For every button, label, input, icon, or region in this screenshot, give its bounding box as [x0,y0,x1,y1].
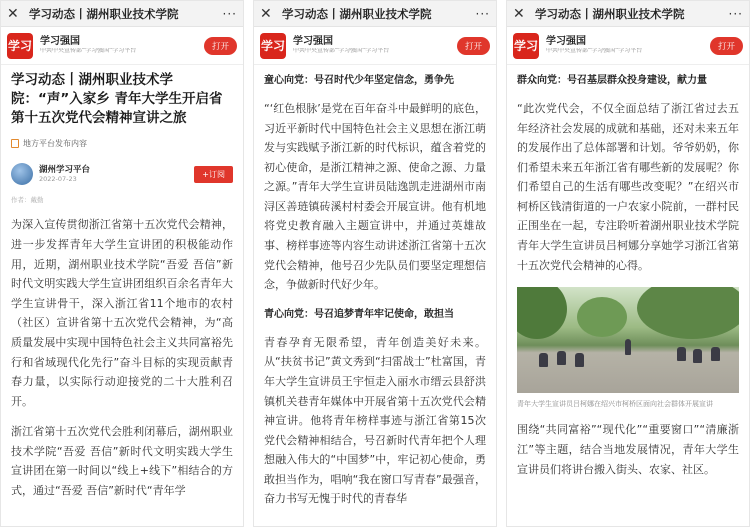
open-app-button[interactable]: 打开 [710,37,743,55]
photo-villager [677,347,686,361]
article-paragraph: 青春孕育无限希望，青年创造美好未来。从“扶贫书记”黄文秀到“扫雷战士”杜富国，青年大学生宣讲员王宇恒走入丽水市缙云县舒洪镇机关巷青年媒体中开展省第十五次党代会精神宣讲。他将青年榜样事迹与浙江省第15次党代会精神相结合，号召新时代青年把个人理想融入伟大的“中国梦”中，牢记初心使命，勇敢担当作为，唱响“我在窗口写青春”最强音，奋力书写无愧于时代的青春华 [264,335,486,506]
app-banner [507,27,749,65]
section-heading: 群众向党：号召基层群众投身建设，献力量 [517,75,707,86]
photo-villager [575,353,584,367]
article-paragraph: 为深入宣传贯彻浙江省第十五次党代会精神，进一步发挥青年大学生宣讲团的积极能动作用，近期，湖州职业技术学院“吾爱 吾信”新时代文明实践大学生宣讲团组织百余名青年大学生宣讲骨干，深入浙江省11个地市的农村（社区）宣讲省第十五次党代会精神，为“高质量发展中实现中国特色社会主义共同富裕先行和省域现代化先行”奋斗目标的实现贡献青春力量，以实际行动迎接党的二十大胜利召开。 [11,218,233,408]
close-icon[interactable]: ✕ [513,5,525,22]
avatar[interactable] [11,163,33,185]
app-banner [254,27,496,65]
more-icon[interactable]: ··· [728,6,743,21]
publish-date: 2022-07-23 [39,174,77,183]
screen-panel-3 [506,0,750,527]
article-title: 学习动态丨湖州职业技术学院：“声”入家乡 青年大学生开启省第十五次党代会精神宣讲之旅 [11,72,223,127]
section-heading: 童心向党：号召时代少年坚定信念，勇争先 [264,75,454,86]
window-titlebar [254,1,496,27]
source-doc-icon [11,139,19,148]
app-name: 学习强国 [546,36,586,48]
subscribe-button[interactable]: +订阅 [194,166,233,183]
app-subtitle: 中共中央宣传部“学习强国”学习平台 [40,47,137,54]
more-icon[interactable]: ··· [222,6,237,21]
article-photo[interactable] [517,287,739,393]
photo-tree [577,297,627,337]
window-titlebar [1,1,243,27]
article-paragraph: “‘红色根脉’是党在百年奋斗中最鲜明的底色，习近平新时代中国特色社会主义思想在浙江萌发与实践赋予浙江新的时代标识，蕴含着党的初心使命，是浙江精神之源、使命之源、力量之源。”青年大学生宣讲员陆逸凯走进湖州市南浔区善琏镇砖溪村村委会开展宣讲。他有机地将党史教育融入主题宣讲中，并通过英雄故事、榜样事迹等内容生动讲述浙江省第十五次党代会精神，他号召少先队员们要坚定理想信念，争做新时代好少年。 [264,102,486,292]
source-label[interactable]: 地方平台发布内容 [23,139,87,149]
window-title: 学习动态丨湖州职业技术学院 [29,6,179,21]
article-paragraph: 浙江省第十五次党代会胜利闭幕后，湖州职业技术学院“吾爱 吾信”新时代文明实践大学生宣讲团在第一时间以“线上+线下”相结合的方式，通过“吾爱 吾信”新时代“青年学 [11,425,233,497]
open-app-button[interactable]: 打开 [204,37,237,55]
app-name: 学习强国 [40,36,80,48]
app-banner [1,27,243,65]
author-row [11,149,233,185]
close-icon[interactable]: ✕ [260,5,272,22]
window-title: 学习动态丨湖州职业技术学院 [535,6,685,21]
article-paragraph: “此次党代会，不仅全面总结了浙江省过去五年经济社会发展的成就和基础，还对未来五年的发展作出了总体部署和计划。爷爷奶奶，你们希望未来五年浙江省有哪些新的发展呢？你们希望自己的生活有哪些改变呢？”在绍兴市柯桥区钱清街道的一户农家小院前，一群村民正围坐在一起，专注聆听着湖州职业技术学院青年大学生宣讲员吕柯娜分享她学习浙江省第十五次党代会精神的心得。 [517,102,739,272]
xuexi-logo-icon: 学习 [7,33,33,59]
window-title: 学习动态丨湖州职业技术学院 [282,6,432,21]
screen-panel-2 [253,0,497,527]
photo-caption: 青年大学生宣讲员吕柯娜在绍兴市柯桥区面向社会群体开展宣讲 [517,400,713,409]
photo-villager [539,353,548,367]
photo-villager [711,347,720,361]
app-subtitle: 中共中央宣传部“学习强国”学习平台 [546,47,643,54]
xuexi-logo-icon: 学习 [260,33,286,59]
open-app-button[interactable]: 打开 [457,37,490,55]
screen-panel-1 [0,0,244,527]
app-subtitle: 中共中央宣传部“学习强国”学习平台 [293,47,390,54]
app-name: 学习强国 [293,36,333,48]
photo-tree [637,287,739,339]
article-paragraph: 围绕“共同富裕”“现代化”“重要窗口”“清廉浙江”等主题，结合当地发展情况，青年大学生宣讲员们将讲台搬入街头、农家、社区。 [517,423,739,476]
photo-villager [693,349,702,363]
section-heading: 青心向党：号召追梦青年牢记使命，敢担当 [264,308,454,320]
author-credit: 作者：戴勤 [11,196,44,205]
photo-villager [557,351,566,365]
photo-speaker [625,339,631,355]
close-icon[interactable]: ✕ [7,5,19,22]
more-icon[interactable]: ··· [475,6,490,21]
photo-tree [517,287,567,339]
xuexi-logo-icon: 学习 [513,33,539,59]
author-name[interactable]: 湖州学习平台 [39,165,91,176]
window-titlebar [507,1,749,27]
